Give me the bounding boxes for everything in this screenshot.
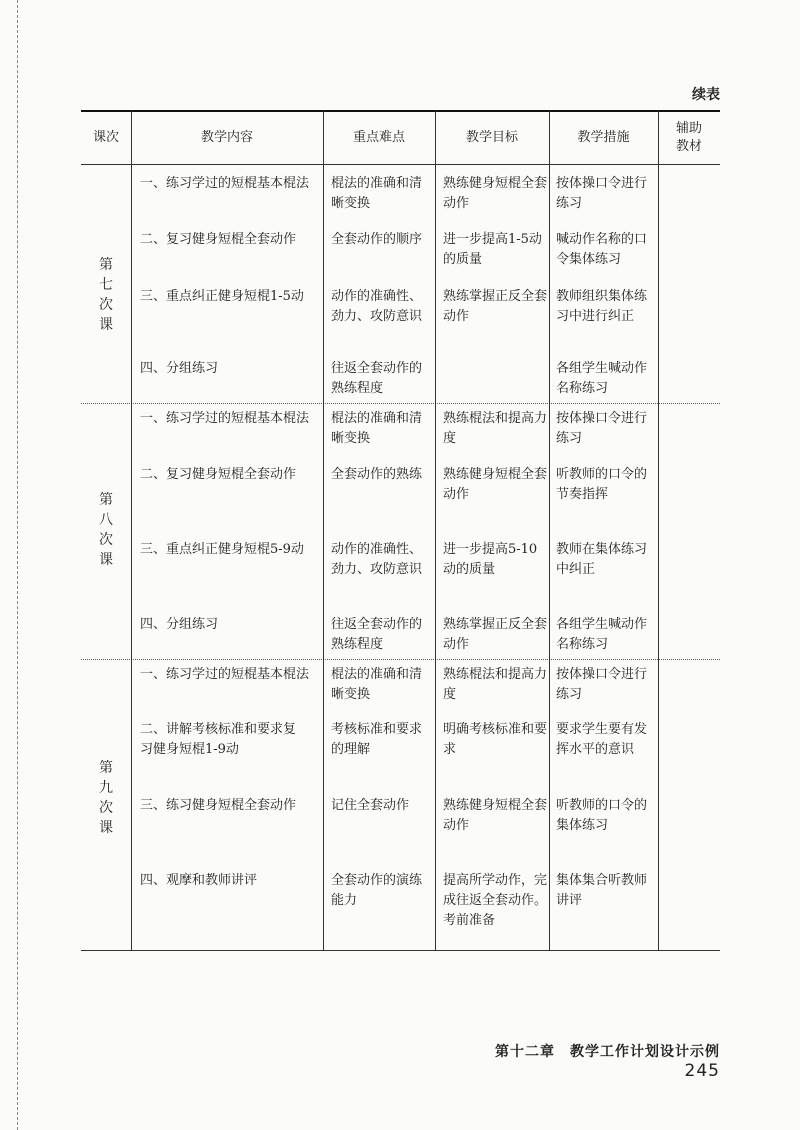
lesson-label-9: 第 九 次 课 [99,760,113,836]
cell-content: 二、讲解考核标准和要求复习健身短棍1-9动 [140,722,297,757]
cell-method: 教师在集体练习中纠正 [556,542,648,577]
cell-content: 四、分组练习 [140,361,219,376]
cell-method: 要求学生要有发挥水平的意识 [556,722,648,757]
cell-goal: 熟练掌握正反全套动作 [443,617,548,652]
column-divider [658,111,659,950]
column-divider [323,111,324,950]
cell-key-points: 全套动作的演练能力 [331,873,423,908]
cell-key-points: 往返全套动作的熟练程度 [331,617,423,652]
cell-content: 四、观摩和教师讲评 [140,873,258,888]
lesson-divider [81,659,720,660]
cell-goal: 进一步提高5-10动的质量 [443,542,538,577]
cell-key-points: 往返全套动作的熟练程度 [331,361,423,396]
header-key-points: 重点难点 [352,129,405,145]
cell-goal: 熟练棍法和提高力度 [443,411,548,446]
cell-goal: 熟练棍法和提高力度 [443,667,548,702]
cell-content: 一、练习学过的短棍基本棍法 [140,667,310,682]
page-number: 245 [684,1061,720,1081]
header-content: 教学内容 [200,129,253,145]
cell-method: 喊动作名称的口令集体练习 [556,232,648,267]
cell-method: 按体操口令进行练习 [556,176,648,211]
cell-key-points: 棍法的准确和清晰变换 [331,411,423,446]
cell-key-points: 棍法的准确和清晰变换 [331,176,423,211]
cell-method: 集体集合听教师讲评 [556,873,648,908]
table-bottom-rule [81,950,720,951]
cell-content: 一、练习学过的短棍基本棍法 [140,411,310,426]
cell-goal: 熟练健身短棍全套动作 [443,176,548,211]
cell-content: 二、复习健身短棍全套动作 [140,232,297,247]
column-divider [131,111,132,950]
cell-goal: 熟练掌握正反全套动作 [443,289,548,324]
continued-label: 续表 [692,87,720,103]
cell-content: 三、重点纠正健身短棍5-9动 [140,542,304,557]
chapter-title: 第十二章 教学工作计划设计示例 [495,1044,720,1060]
cell-key-points: 动作的准确性、劲力、攻防意识 [331,542,423,577]
header-lesson: 课次 [92,129,119,145]
cell-method: 各组学生喊动作名称练习 [556,361,648,396]
header-method: 教学措施 [577,129,630,145]
cell-key-points: 动作的准确性、劲力、攻防意识 [331,289,423,324]
header-goal: 教学目标 [465,129,518,145]
cell-goal: 进一步提高1-5动的质量 [443,232,542,267]
cell-content: 三、重点纠正健身短棍1-5动 [140,289,304,304]
header-aux: 辅助教材 [675,120,702,154]
column-divider [435,111,436,950]
cell-key-points: 考核标准和要求的理解 [331,722,423,757]
page-footer [470,1041,720,1081]
cell-goal: 熟练健身短棍全套动作 [443,467,548,502]
lesson-label-7: 第 七 次 课 [99,257,113,333]
cell-method: 按体操口令进行练习 [556,411,648,446]
binding-line [17,0,18,1130]
cell-content: 二、复习健身短棍全套动作 [140,467,297,482]
cell-method: 教师组织集体练习中进行纠正 [556,289,648,324]
cell-key-points: 记住全套动作 [331,798,410,813]
cell-goal: 熟练健身短棍全套动作 [443,798,548,833]
header-bottom-rule [81,164,720,165]
lesson-label-8: 第 八 次 课 [99,492,113,568]
cell-content: 四、分组练习 [140,617,219,632]
cell-goal: 明确考核标准和要求 [443,722,548,757]
lesson-divider [81,403,720,404]
cell-key-points: 全套动作的顺序 [331,232,423,247]
cell-goal: 提高所学动作，完成往返全套动作。考前准备 [443,873,548,928]
column-divider [549,111,550,950]
cell-method: 各组学生喊动作名称练习 [556,617,648,652]
cell-content: 三、练习健身短棍全套动作 [140,798,297,813]
cell-method: 按体操口令进行练习 [556,667,648,702]
cell-key-points: 棍法的准确和清晰变换 [331,667,423,702]
cell-method: 听教师的口令的节奏指挥 [556,467,648,502]
cell-method: 听教师的口令的集体练习 [556,798,648,833]
cell-content: 一、练习学过的短棍基本棍法 [140,176,310,191]
cell-key-points: 全套动作的熟练 [331,467,423,482]
